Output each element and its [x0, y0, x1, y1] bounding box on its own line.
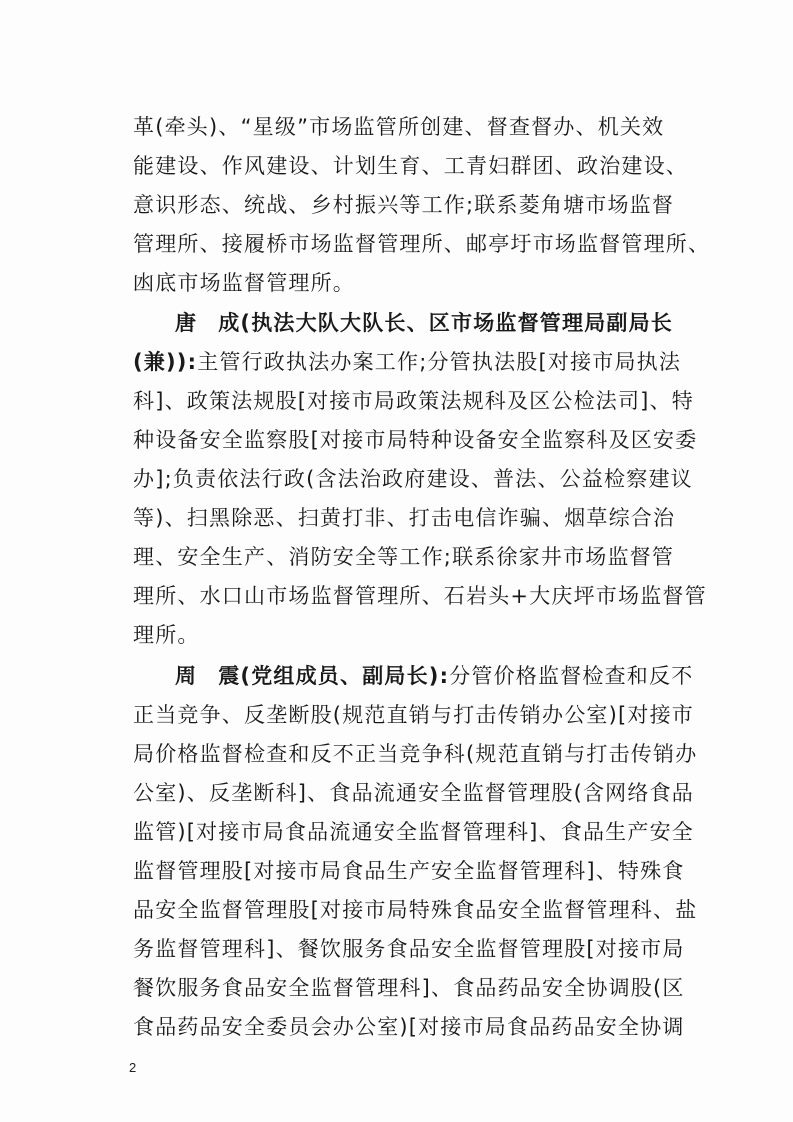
text-line: 餐饮服务食品安全监督管理科]、食品药品安全协调股(区 [133, 976, 685, 1000]
text-line: 种设备安全监察股[对接市局特种设备安全监察科及区安委 [133, 428, 698, 452]
person-name-first: 唐 [175, 311, 198, 335]
text-line: 公室)、反垄断科]、食品流通安全监督管理股(含网络食品 [133, 781, 694, 805]
duties-text: 主管行政执法办案工作;分管执法股[对接市局执法 [197, 350, 682, 374]
person-name-first: 周 [175, 664, 198, 688]
text-line: 等)、扫黑除恶、扫黄打非、打击电信诈骗、烟草综合治 [133, 506, 676, 530]
paragraph-heading-tang [133, 309, 673, 337]
text-line: 管理所、接履桥市场监督管理所、邮亭圩市场监督管理所、 [133, 232, 711, 256]
text-line: 食品药品安全委员会办公室)[对接市局食品药品安全协调 [133, 1015, 685, 1039]
person-title: (执法大队大队长、区市场监督管理局副局长 [240, 311, 674, 335]
text-line [133, 348, 681, 376]
text-line: 正当竞争、反垄断股(规范直销与打击传销办公室)[对接市 [133, 703, 694, 727]
text-line: 理、安全生产、消防安全等工作;联系徐家井市场监督管 [133, 545, 675, 569]
text-line: 意识形态、统战、乡村振兴等工作;联系菱角塘市场监督 [133, 193, 675, 217]
text-line: 革(牵头)、“星级”市场监管所创建、督查督办、机关效 [133, 115, 665, 139]
person-title: (党组成员、副局长): [240, 664, 450, 688]
text-line: 办];负责依法行政(含法治政府建设、普法、公益检察建议 [133, 467, 693, 491]
text-line: 品安全监督管理股[对接市局特殊食品安全监督管理科、盐 [133, 898, 698, 922]
text-line: 局价格监督检查和反不正当竞争科(规范直销与打击传销办 [133, 742, 698, 766]
text-line: 科]、政策法规股[对接市局政策法规科及区公检法司]、特 [133, 389, 694, 413]
person-name-last: 震 [218, 664, 241, 688]
person-title-cont: (兼)): [133, 350, 198, 374]
page-number: 2 [129, 1060, 137, 1075]
text-line: 监管)[对接市局食品流通安全监督管理科]、食品生产安全 [133, 820, 694, 844]
text-line: 能建设、作风建设、计划生育、工青妇群团、政治建设、 [133, 154, 688, 178]
text-line: 理所。 [133, 623, 200, 647]
person-name-last: 成 [218, 311, 241, 335]
text-line: 凼底市场监督管理所。 [133, 271, 355, 295]
paragraph-heading-zhou [133, 662, 693, 690]
duties-text: 分管价格监督检查和反不 [449, 664, 694, 688]
text-line: 务监督管理科]、餐饮服务食品安全监督管理股[对接市局 [133, 937, 685, 961]
text-line: 理所、水口山市场监督管理所、石岩头+大庆坪市场监督管 [133, 584, 707, 608]
text-line: 监督管理股[对接市局食品生产安全监督管理科]、特殊食 [133, 859, 685, 883]
